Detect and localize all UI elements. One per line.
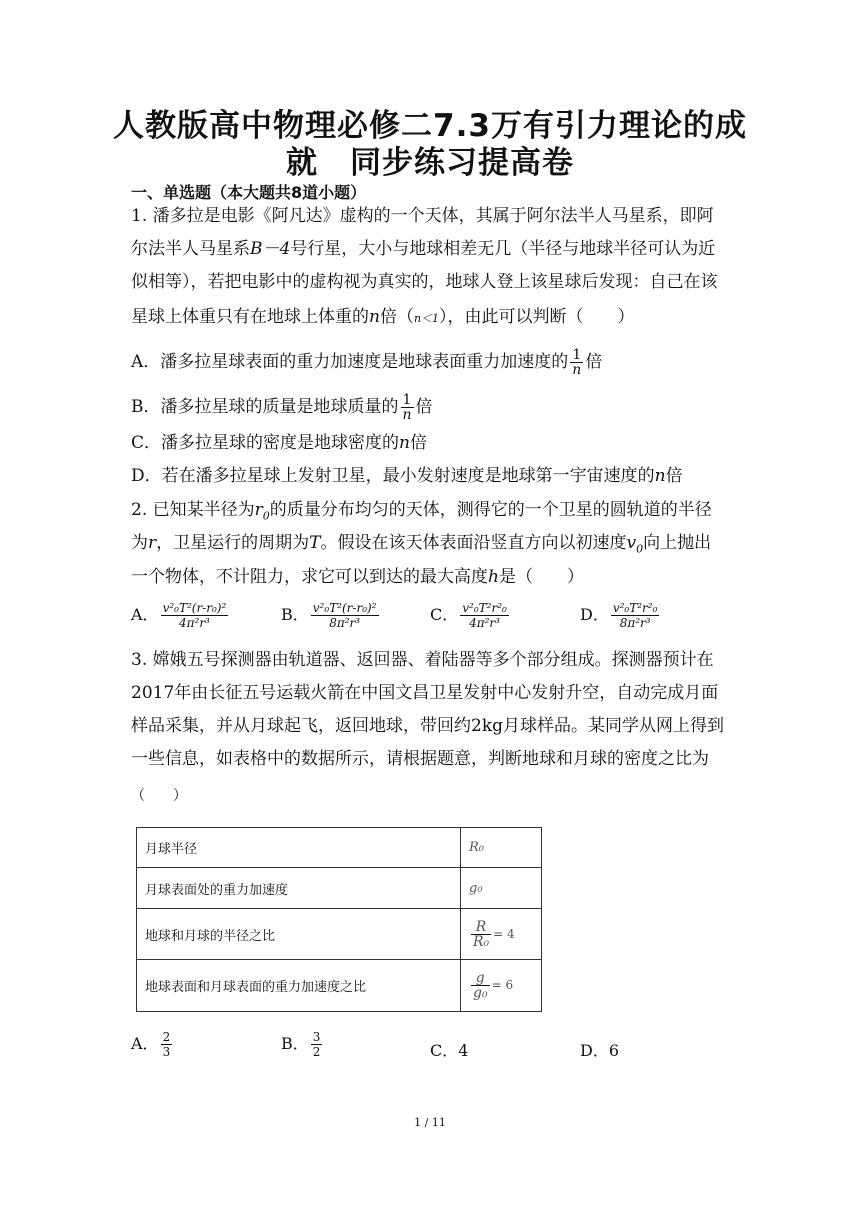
table-cell-value: $\frac{R}{\text{R₀}}$ = 4 <box>461 909 542 960</box>
q1-line3: 似相等），若把电影中的虚构视为真实的，地球人登上该星球后发现：自己在该 <box>131 272 718 292</box>
q3-option-d: D．6 <box>580 1041 620 1060</box>
table-row <box>137 828 542 868</box>
page-number: 1 / 11 <box>414 1116 446 1129</box>
q3-option-a: A． $\frac{2}{3}$ <box>131 1030 171 1059</box>
table-cell-value: $\frac{g}{\text{g₀}}$ = 6 <box>461 960 542 1012</box>
q3-line2: 2017年由长征五号运载火箭在中国文昌卫星发射中心发射升空，自动完成月面 <box>131 683 719 703</box>
table-row <box>137 960 542 1012</box>
q1-option-b: B．潘多拉星球的质量是地球质量的 $\frac{1}{n}$ 倍 <box>131 392 433 423</box>
q2-option-c: C． $\frac{\text{v²₀T²r²₀}}{\text{4π²r³}}$ <box>430 601 507 630</box>
q3-line4: 一些信息，如表格中的数据所示，请根据题意，判断地球和月球的密度之比为 <box>131 749 709 769</box>
q1-option-c: C．潘多拉星球的密度是地球密度的n倍 <box>131 433 427 453</box>
moon-data-table <box>136 827 542 1012</box>
q2-option-b: B． $\frac{\text{v²₀T²(r-r₀)²}}{\text{8π²r³}}$ <box>281 601 377 630</box>
q1-line4: 星球上体重只有在地球上体重的n倍（n＜1），由此可以判断（ ） <box>131 307 635 327</box>
q2-line2: 为r，卫星运行的周期为T。假设在该天体表面沿竖直方向以初速度$v_0$向上抛出 <box>131 533 712 556</box>
q1-line2: 尔法半人马星系B－4号行星，大小与地球相差无几（半径与地球半径可认为近 <box>131 239 716 259</box>
q1-line1: 1. 潘多拉是电影《阿凡达》虚构的一个天体，其属于阿尔法半人马星系，即阿 <box>131 206 714 226</box>
table-cell-label: 地球表面和月球表面的重力加速度之比 <box>137 960 461 1012</box>
q2-line1: 2. 已知某半径为$r_0$的质量分布均匀的天体，测得它的一个卫星的圆轨道的半径 <box>131 500 712 523</box>
section-heading: 一、单选题（本大题共8道小题） <box>131 183 367 202</box>
table-cell-value: R₀ <box>461 828 542 868</box>
q3-line1: 3. 嫦娥五号探测器由轨道器、返回器、着陆器等多个部分组成。探测器预计在 <box>131 650 714 670</box>
q3-option-b: B． $\frac{3}{2}$ <box>281 1030 321 1059</box>
table-cell-label: 地球和月球的半径之比 <box>137 909 461 960</box>
q1-option-d: D．若在潘多拉星球上发射卫星，最小发射速度是地球第一宇宙速度的n倍 <box>131 466 683 486</box>
q1-option-a: A．潘多拉星球表面的重力加速度是地球表面重力加速度的 $\frac{1}{n}$ 倍 <box>131 347 603 378</box>
table-row <box>137 868 542 909</box>
document-title-line2: 就 同步练习提高卷 <box>286 145 574 181</box>
table-cell-value: g₀ <box>461 868 542 909</box>
table-row <box>137 909 542 960</box>
q3-option-c: C．4 <box>430 1041 469 1060</box>
q2-option-a: A． $\frac{\text{v²₀T²(r-r₀)²}}{\text{4π²r³}}$ <box>131 601 227 630</box>
table-cell-label: 月球半径 <box>137 828 461 868</box>
document-title-line1: 人教版高中物理必修二7.3万有引力理论的成 <box>113 108 747 144</box>
table-cell-label: 月球表面处的重力加速度 <box>137 868 461 909</box>
q3-line5: （ ） <box>131 788 187 804</box>
q2-option-d: D． $\frac{\text{v²₀T²r²₀}}{\text{8π²r³}}$ <box>580 601 658 630</box>
q3-line3: 样品采集，并从月球起飞，返回地球，带回约2kg月球样品。某同学从网上得到 <box>131 716 724 736</box>
q2-line3: 一个物体，不计阻力，求它可以到达的最大高度h是（ ） <box>131 567 584 587</box>
